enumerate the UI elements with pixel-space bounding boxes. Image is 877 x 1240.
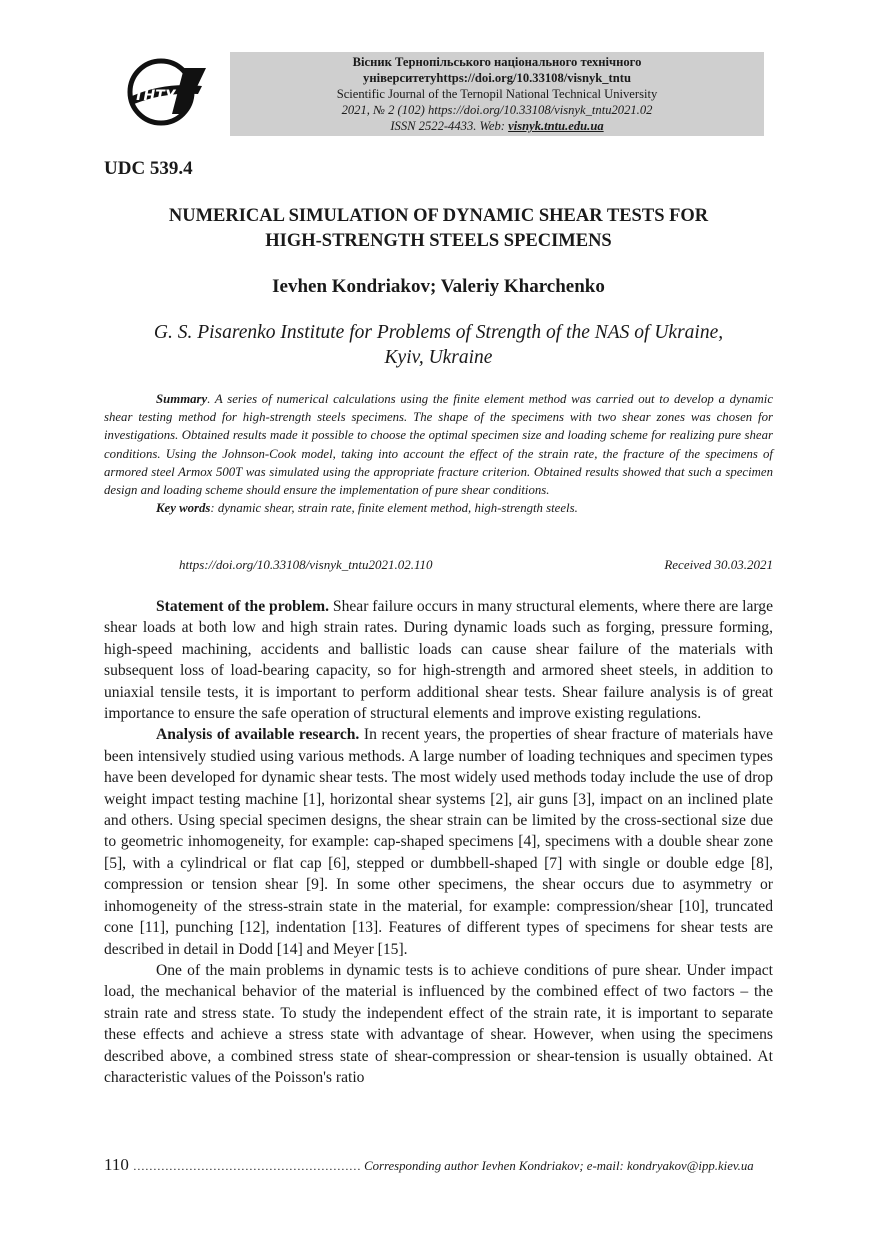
article-body	[104, 596, 773, 1088]
header-line-1: Вісник Тернопільського національного технічного	[352, 55, 642, 69]
footer-dots: …………………………………………………	[132, 1159, 361, 1173]
header-issn: ISSN 2522-4433. Web:	[390, 119, 509, 133]
paragraph-statement	[104, 596, 773, 724]
logo-lettering: ТНТУ	[134, 88, 176, 104]
page-number: 110	[104, 1155, 129, 1174]
heading-analysis: Analysis of available research.	[156, 726, 360, 744]
header-line-3: Scientific Journal of the Ternopil National Technical University	[336, 87, 658, 101]
affiliation-line-1: G. S. Pisarenko Institute for Problems of Strength of the NAS of Ukraine,	[153, 322, 724, 343]
journal-header	[230, 52, 764, 136]
paragraph-statement-text: Shear failure occurs in many structural elements, where there are large shear loads at both low and high strain rates. During dynamic loads such as forging, pressure forming, high-speed machining, accidents and ballistic loads can cause shear failure of the materials with subsequent loss of load-bearing capacity, so for high-strength and armored sheet steels, in addition to uniaxial tensile tests, it is important to perform additional shear tests. Shear failure analysis is of great importance to ensure the safe operation of structural elements and improve existing regulations.	[104, 598, 774, 723]
journal-web-link[interactable]: visnyk.tntu.edu.ua	[508, 119, 604, 133]
title-line-1: NUMERICAL SIMULATION OF DYNAMIC SHEAR TESTS FOR	[168, 206, 709, 226]
article-doi[interactable]: https://doi.org/10.33108/visnyk_tntu2021.02.110	[179, 557, 433, 572]
summary-text: . A series of numerical calculations using the finite element method was carried out to develop a dynamic shear testing method for high-strength steels specimens. The shape of the specimens with two shear zones was chosen for investigations. Obtained results made it possible to choose the optimal specimen size and loading scheme for realizing pure shear conditions. Using the Johnson-Cook model, taking into account the effect of the strain rate, the fracture of the specimens of armored steel Armox 500T was simulated using the appropriate fracture criterion. Obtained results showed that such a specimen design and loading scheme should ensure the implementation of pure shear conditions.	[104, 392, 773, 498]
page-footer	[104, 1155, 773, 1175]
received-date: Received 30.03.2021	[664, 557, 773, 572]
abstract	[104, 390, 773, 517]
paragraph-analysis	[104, 724, 773, 959]
affiliation-line-2: Kyiv, Ukraine	[384, 347, 493, 368]
paragraph-analysis-text: In recent years, the properties of shear fracture of materials have been intensively studied using various methods. A large number of loading techniques and specimen types have been developed for dynamic shear tests. The most widely used methods today include the use of drop weight impact testing machine [1], horizontal shear systems [2], air guns [3], impact on an inclined plate and others. Using special specimen designs, the shear strain can be limited by the cross-sectional size due to geometric inhomogeneity, for example: cap-shaped specimens [4], specimens with a double shear zone [5], with a cylindrical or flat cap [6], stepped or dumbbell-shaped [7] with single or double edge [8], compression or tension shear [9]. In some other specimens, the shear occurs due to asymmetry or inhomogeneity of the stress-strain state in the material, for example: compression/shear [10], truncated cone [11], punching [12], indentation [13]. Features of different types of specimens for shear tests are described in detail in Dodd [14] and Meyer [15].	[104, 726, 773, 958]
journal-logo	[124, 56, 208, 126]
heading-statement: Statement of the problem.	[156, 598, 329, 615]
paper-title	[104, 204, 773, 254]
header-issn-line	[230, 118, 764, 134]
keywords-label: Key words	[156, 501, 211, 516]
corresponding-author: Corresponding author Ievhen Kondriakov; e-mail: kondryakov@ipp.kiev.ua	[360, 1159, 754, 1173]
header-line-4: 2021, № 2 (102) https://doi.org/10.33108/visnyk_tntu2021.02	[341, 103, 653, 117]
paragraph-main-problems: One of the main problems in dynamic tests is to achieve conditions of pure shear. Under impact load, the mechanical behavior of the material is influenced by the combined effect of two factors – the strain rate and stress state. To study the independent effect of the strain rate, it is important to separate these effects and achieve a stress state with advantage of shear. However, when using the specimens described above, a combined stress state of shear-compression or shear-tension is usually obtained. At characteristic values of the Poisson's ratio	[104, 961, 773, 1086]
keywords-text: : dynamic shear, strain rate, finite element method, high-strength steels.	[210, 501, 578, 516]
affiliation	[104, 320, 773, 370]
udc-code: UDC 539.4	[104, 158, 193, 179]
header-line-2: університетуhttps://doi.org/10.33108/visnyk_tntu	[363, 71, 631, 85]
title-line-2: HIGH-STRENGTH STEELS SPECIMENS	[265, 231, 612, 251]
summary-label: Summary	[156, 392, 208, 406]
authors: Ievhen Kondriakov; Valeriy Kharchenko	[272, 276, 605, 297]
